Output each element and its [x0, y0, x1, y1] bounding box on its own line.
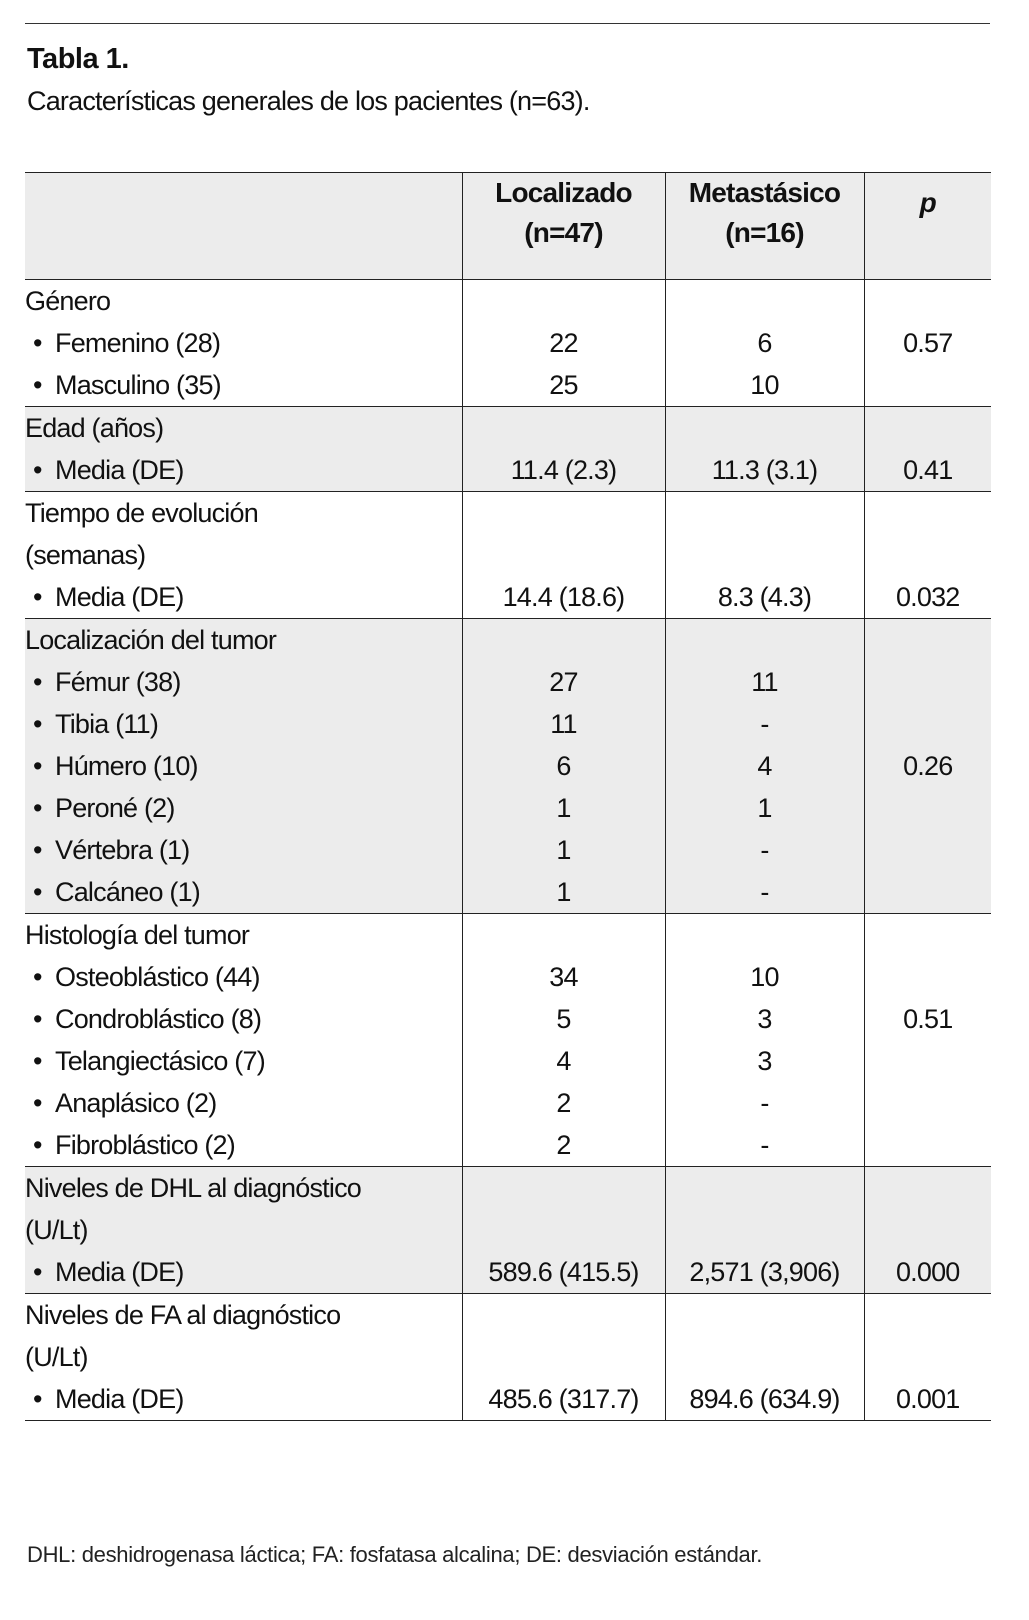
metastasico-value: - — [760, 1088, 769, 1118]
spacer — [865, 1167, 992, 1209]
spacer — [463, 1167, 665, 1209]
localizado-cell — [462, 280, 665, 407]
patient-characteristics-table — [25, 172, 991, 1421]
spacer — [865, 1336, 992, 1378]
spacer — [666, 1209, 864, 1251]
spacer — [666, 1167, 864, 1209]
spacer — [865, 492, 992, 534]
table-title: Tabla 1. — [27, 43, 129, 75]
table-subtitle: Características generales de los pacientes (n=63). — [27, 86, 590, 116]
section-row — [25, 619, 991, 914]
section-title: Niveles de DHL al diagnóstico — [25, 1173, 361, 1203]
item-label: • Peroné (2) — [25, 787, 462, 829]
section-label-cell — [25, 492, 462, 619]
spacer — [865, 661, 992, 703]
section-title: Localización del tumor — [25, 625, 277, 655]
localizado-cell — [462, 407, 665, 492]
metastasico-value: 1 — [757, 793, 772, 823]
spacer — [865, 534, 992, 576]
metastasico-value: - — [760, 835, 769, 865]
localizado-value: 2 — [556, 1130, 571, 1160]
item-label: • Media (DE) — [25, 1378, 462, 1420]
item-label: • Tibia (11) — [25, 703, 462, 745]
localizado-cell — [462, 914, 665, 1167]
item-label: • Fibroblástico (2) — [25, 1124, 462, 1166]
spacer — [865, 829, 992, 871]
p-value-cell — [864, 619, 991, 914]
localizado-value: 1 — [556, 793, 571, 823]
p-value: 0.032 — [895, 582, 960, 612]
spacer — [463, 407, 665, 449]
metastasico-cell — [665, 1294, 864, 1421]
metastasico-value: 2,571 (3,906) — [689, 1257, 840, 1287]
localizado-cell — [462, 1167, 665, 1294]
spacer — [865, 1082, 992, 1124]
header-metastasico — [665, 173, 864, 280]
metastasico-cell — [665, 1167, 864, 1294]
p-value: 0.57 — [903, 328, 953, 358]
section-title: (U/Lt) — [25, 1342, 88, 1372]
header-localizado-line1: Localizado — [495, 177, 632, 208]
section-label-cell — [25, 1294, 462, 1421]
top-rule — [25, 23, 990, 24]
item-label: • Telangiectásico (7) — [25, 1040, 462, 1082]
p-value: 0.41 — [903, 455, 953, 485]
spacer — [666, 407, 864, 449]
p-value-cell — [864, 492, 991, 619]
metastasico-value: - — [760, 709, 769, 739]
section-label-cell — [25, 619, 462, 914]
spacer — [865, 956, 992, 998]
section-row — [25, 280, 991, 407]
header-p: p — [864, 173, 991, 280]
section-label-cell — [25, 1167, 462, 1294]
spacer — [865, 280, 992, 322]
spacer — [463, 619, 665, 661]
spacer — [666, 1336, 864, 1378]
localizado-value: 6 — [556, 751, 571, 781]
localizado-value: 1 — [556, 877, 571, 907]
p-value-cell — [864, 280, 991, 407]
localizado-cell — [462, 492, 665, 619]
header-row — [25, 173, 991, 280]
localizado-value: 11.4 (2.3) — [510, 455, 617, 485]
spacer — [463, 914, 665, 956]
item-label: • Condroblástico (8) — [25, 998, 462, 1040]
metastasico-cell — [665, 492, 864, 619]
header-localizado-line2: (n=47) — [524, 217, 603, 248]
spacer — [865, 619, 992, 661]
p-value: 0.51 — [903, 1004, 953, 1034]
section-title: (U/Lt) — [25, 1215, 88, 1245]
spacer — [463, 534, 665, 576]
metastasico-value: 3 — [757, 1046, 772, 1076]
localizado-value: 5 — [556, 1004, 571, 1034]
spacer — [865, 1209, 992, 1251]
metastasico-value: 10 — [750, 962, 779, 992]
localizado-cell — [462, 619, 665, 914]
localizado-value: 22 — [549, 328, 578, 358]
spacer — [865, 364, 992, 406]
section-title: (semanas) — [25, 540, 146, 570]
item-label: • Fémur (38) — [25, 661, 462, 703]
metastasico-cell — [665, 619, 864, 914]
table-footnote: DHL: deshidrogenasa láctica; FA: fosfatasa alcalina; DE: desviación estándar. — [27, 1542, 763, 1567]
localizado-value: 34 — [549, 962, 578, 992]
metastasico-value: - — [760, 1130, 769, 1160]
localizado-value: 25 — [549, 370, 578, 400]
item-label: • Masculino (35) — [25, 364, 462, 406]
spacer — [463, 280, 665, 322]
item-label: • Osteoblástico (44) — [25, 956, 462, 998]
metastasico-value: 4 — [757, 751, 772, 781]
item-label: • Femenino (28) — [25, 322, 462, 364]
spacer — [865, 1040, 992, 1082]
metastasico-cell — [665, 280, 864, 407]
header-localizado — [462, 173, 665, 280]
section-title: Niveles de FA al diagnóstico — [25, 1300, 341, 1330]
item-label: • Anaplásico (2) — [25, 1082, 462, 1124]
p-value: 0.001 — [895, 1384, 960, 1414]
localizado-value: 1 — [556, 835, 571, 865]
metastasico-value: 11.3 (3.1) — [711, 455, 818, 485]
localizado-value: 589.6 (415.5) — [488, 1257, 639, 1287]
section-label-cell — [25, 914, 462, 1167]
spacer — [666, 492, 864, 534]
section-label-cell — [25, 407, 462, 492]
section-row — [25, 407, 991, 492]
localizado-cell — [462, 1294, 665, 1421]
spacer — [865, 871, 992, 913]
spacer — [463, 1336, 665, 1378]
table-body — [25, 280, 991, 1421]
section-row — [25, 492, 991, 619]
section-row — [25, 1294, 991, 1421]
spacer — [666, 914, 864, 956]
item-label: • Media (DE) — [25, 1251, 462, 1293]
localizado-value: 11 — [550, 709, 577, 739]
header-blank — [25, 173, 462, 280]
metastasico-value: 894.6 (634.9) — [689, 1384, 840, 1414]
metastasico-value: 6 — [757, 328, 772, 358]
item-label: • Media (DE) — [25, 449, 462, 491]
spacer — [463, 1209, 665, 1251]
p-value-cell — [864, 1294, 991, 1421]
p-value-cell — [864, 1167, 991, 1294]
spacer — [865, 1294, 992, 1336]
section-title: Edad (años) — [25, 413, 164, 443]
metastasico-value: 8.3 (4.3) — [717, 582, 812, 612]
spacer — [666, 534, 864, 576]
item-label: • Húmero (10) — [25, 745, 462, 787]
metastasico-value: - — [760, 877, 769, 907]
item-label: • Vértebra (1) — [25, 829, 462, 871]
header-metastasico-line2: (n=16) — [725, 217, 804, 248]
spacer — [865, 787, 992, 829]
metastasico-value: 3 — [757, 1004, 772, 1034]
spacer — [666, 1294, 864, 1336]
metastasico-value: 10 — [750, 370, 779, 400]
spacer — [666, 619, 864, 661]
section-title: Histología del tumor — [25, 920, 250, 950]
item-label: • Media (DE) — [25, 576, 462, 618]
p-value-cell — [864, 407, 991, 492]
localizado-value: 2 — [556, 1088, 571, 1118]
spacer — [865, 1124, 992, 1166]
localizado-value: 485.6 (317.7) — [488, 1384, 639, 1414]
spacer — [865, 407, 992, 449]
spacer — [666, 280, 864, 322]
localizado-value: 27 — [549, 667, 578, 697]
section-row — [25, 914, 991, 1167]
spacer — [865, 914, 992, 956]
metastasico-cell — [665, 914, 864, 1167]
localizado-value: 14.4 (18.6) — [502, 582, 625, 612]
section-label-cell — [25, 280, 462, 407]
p-value: 0.000 — [895, 1257, 960, 1287]
spacer — [463, 1294, 665, 1336]
section-title: Género — [25, 286, 111, 316]
p-value-cell — [864, 914, 991, 1167]
localizado-value: 4 — [556, 1046, 571, 1076]
item-label: • Calcáneo (1) — [25, 871, 462, 913]
metastasico-value: 11 — [751, 667, 778, 697]
spacer — [865, 703, 992, 745]
spacer — [463, 492, 665, 534]
header-metastasico-line1: Metastásico — [688, 177, 841, 208]
section-row — [25, 1167, 991, 1294]
section-title: Tiempo de evolución — [25, 498, 258, 528]
p-value: 0.26 — [903, 751, 953, 781]
metastasico-cell — [665, 407, 864, 492]
